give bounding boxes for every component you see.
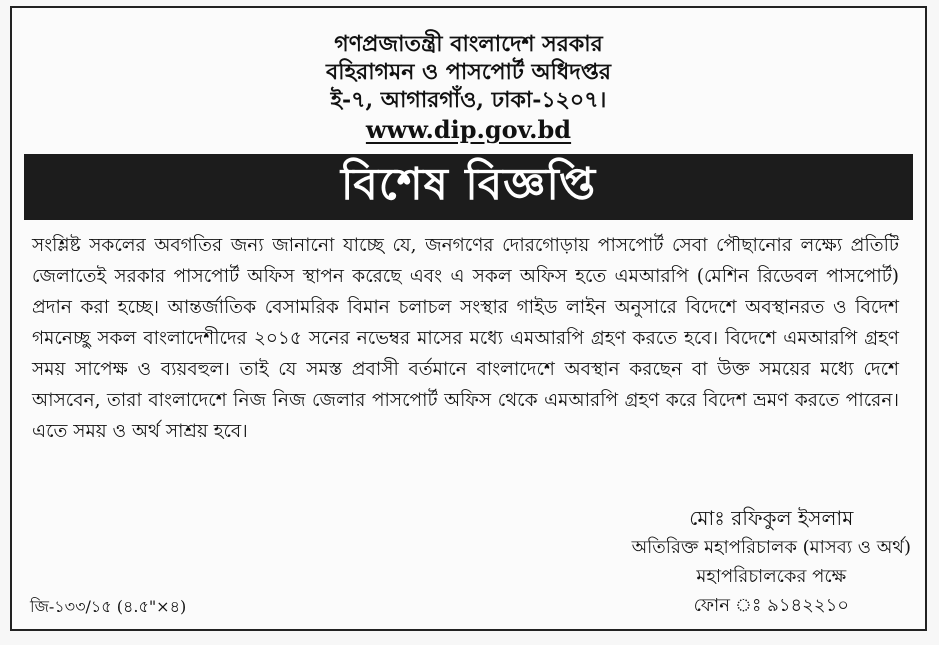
signatory-phone: ফোন ঃ ৯১৪২২১০ (693, 595, 849, 616)
signature-block (632, 504, 911, 620)
notice-document (10, 6, 927, 631)
office-address: ই-৭, আগারগাঁও, ঢাকা-১২০৭। (330, 87, 607, 113)
notice-title: বিশেষ বিজ্ঞপ্তি (340, 158, 597, 210)
government-name: গণপ্রজাতন্ত্রী বাংলাদেশ সরকার (334, 31, 603, 57)
signatory-on-behalf: মহাপরিচালকের পক্ষে (696, 566, 847, 587)
notice-body: সংশ্লিষ্ট সকলের অবগতির জন্য জানানো যাচ্ছে যে, জনগণের দোরগোড়ায় পাসপোর্ট সেবা পৌছানোর লক্ষ্যে প্রতিটি জেলাতেই সরকার পাসপোর্ট অফিস স্থাপন করেছে এবং এ সকল অফিস হতে এমআরপি (মেশিন রিডেবল পাসপোর্ট) প্রদান করা হচ্ছে। আন্তর্জাতিক বেসামরিক বিমান চলাচল সংস্থার গাইড লাইন অনুসারে বিদেশে অবস্থানরত ও বিদেশ গমনেচ্ছু সকল বাংলাদেশীদের ২০১৫ সনের নভেম্বর মাসের মধ্যে এমআরপি গ্রহণ করতে হবে। বিদেশে এমআরপি গ্রহণ সময় সাপেক্ষ ও ব্যয়বহুল। তাই যে সমস্ত প্রবাসী বর্তমানে বাংলাদেশে অবস্থান করছেন বা উক্ত সময়ের মধ্যে দেশে আসবেন, তারা বাংলাদেশে নিজ নিজ জেলার পাসপোর্ট অফিস থেকে এমআরপি গ্রহণ করে বিদেশ ভ্রমণ করতে পারেন। এতে সময় ও অর্থ সাশ্রয় হবে। (32, 235, 899, 442)
notice-header (12, 8, 925, 146)
reference-code: জি-১৩৩/১৫ (৪.৫"×৪) (30, 597, 187, 616)
signatory-name: মোঃ রফিকুল ইসলাম (689, 506, 854, 530)
website-link[interactable]: www.dip.gov.bd (365, 115, 572, 144)
department-name: বহিরাগমন ও পাসপোর্ট অধিদপ্তর (326, 59, 611, 85)
signatory-designation: অতিরিক্ত মহাপরিচালক (মাসব্য ও অর্থ) (631, 537, 911, 558)
notice-title-banner (24, 154, 913, 220)
